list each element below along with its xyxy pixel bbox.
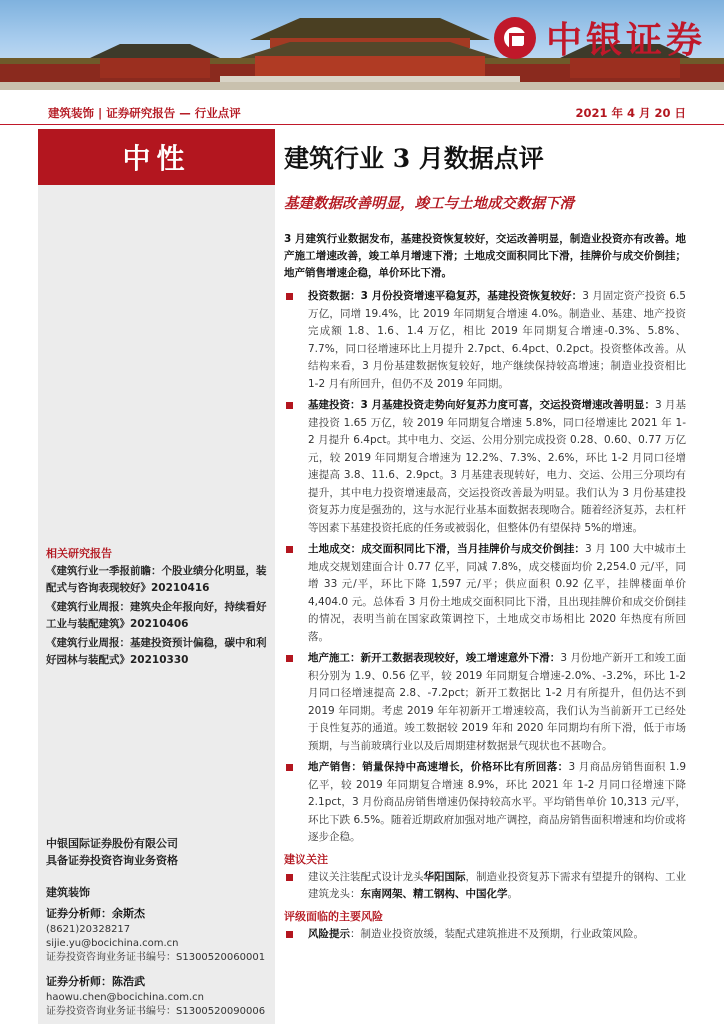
advice-highlight: 华阳国际 <box>423 870 466 883</box>
analyst-email[interactable]: sijie.yu@bocichina.com.cn <box>46 938 179 949</box>
related-reports-list <box>46 563 271 671</box>
related-report-item[interactable]: 《建筑行业一季报前瞻：个股业绩分化明显，装配式与咨询表现较好》20210416 <box>46 565 267 594</box>
bullet-text: 3 月份地产新开工和竣工面积分别为 1.9、0.56 亿平，较 2019 年同期复合增速-2.0%、-3.2%，环比 1-2 月同口径增速提高 2.8、-7.2pct；新开工数据比 1-2 月有所提升，但仍达不到 2019 年同期。考虑 2019 年年初新开工增速较高，我们认为当前新开工已经处于良性复苏的通道。竣工数据较 2019 年和 2020 年同期均有所下滑，低于市场预期，与当前玻璃行业以及后周期建材数据景气现状也不甚吻合。 <box>308 652 686 752</box>
rating-badge <box>38 129 275 185</box>
advice-item <box>284 869 686 904</box>
analyst-block <box>46 975 271 1019</box>
bullet-lead: 土地成交：成交面积同比下滑，当月挂牌价与成交价倒挂： <box>308 543 586 555</box>
bullet-item <box>284 650 686 755</box>
advice-text: ，制造业投资复苏下需求有望提升的钢构、工业建筑龙头： <box>308 870 686 900</box>
industry-label: 建筑装饰 <box>46 886 90 899</box>
analyst-block <box>46 907 271 965</box>
brand-logo <box>494 12 706 63</box>
rating-label: 中性 <box>122 142 191 175</box>
report-subtitle: 基建数据改善明显，竣工与土地成交数据下滑 <box>284 195 574 212</box>
bullet-square-icon <box>286 655 293 662</box>
bullet-item <box>284 759 686 847</box>
related-report-item[interactable]: 《建筑行业周报：基建投资预计偏稳，碳中和利好园林与装配式》20210330 <box>46 637 267 666</box>
related-report-item[interactable]: 《建筑行业周报：建筑央企年报向好，持续看好工业与装配建筑》20210406 <box>46 601 267 630</box>
bullet-square-icon <box>286 874 293 881</box>
related-reports-title: 相关研究报告 <box>46 547 112 560</box>
risk-title: 评级面临的主要风险 <box>284 909 383 923</box>
analyst-name: 证券分析师：余斯杰 <box>46 907 145 920</box>
analyst-cert: 证券投资咨询业务证书编号：S1300520060001 <box>46 952 266 963</box>
report-header <box>0 99 724 125</box>
company-info <box>46 835 178 869</box>
report-summary: 3 月建筑行业数据发布，基建投资恢复较好，交运改善明显，制造业投资亦有改善。地产施工增速改善，竣工单月增速下滑；土地成交面积同比下滑，挂牌价与成交价倒挂；地产销售增速企稳，单价环比下滑。 <box>284 233 686 279</box>
bullet-lead: 投资数据：3 月份投资增速平稳复苏，基建投资恢复较好： <box>308 290 583 302</box>
bullet-square-icon <box>286 931 293 938</box>
risk-item <box>284 926 686 944</box>
brand-name: 中银证券 <box>545 19 706 61</box>
bullet-square-icon <box>286 546 293 553</box>
header-banner <box>0 0 724 90</box>
bullet-lead: 基建投资：3 月基建投资走势向好复苏力度可喜，交运投资增速改善明显： <box>308 399 655 411</box>
bullet-lead: 地产销售：销量保持中高速增长，价格环比有所回落： <box>308 761 569 773</box>
bullet-item <box>284 397 686 537</box>
analyst-email[interactable]: haowu.chen@bocichina.com.cn <box>46 992 204 1003</box>
report-title: 建筑行业 3 月数据点评 <box>284 144 544 173</box>
bullet-square-icon <box>286 764 293 771</box>
bullet-text: 3 月基建投资 1.65 万亿，较 2019 年同期复合增速 5.8%，同口径增速比 2021 年 1-2 月提升 6.4pct。其中电力、交运、公用分别完成投资 0.28、0.60、0.77 万亿元，较 2019 年同期复合增速为 12.2%、7.3%、2.6%，环比 1-2 月同口径增速提高 3.8、11.6、2.9pct。3 月基建表现转好，电力、交运、公用三分项均有提升，其中电力投资增速最高，交运投资改善最为明显。我们认为 3 月份基建投资复苏力度是强劲的，这与水泥行业基本面数据表现吻合。随着经济复苏，去杠杆等因素下基建投资托底的任务或被弱化，但整体仍有望保持 5%的增速。 <box>308 399 686 534</box>
risk-text: ：制造业投资放缓，装配式建筑推进不及预期，行业政策风险。 <box>350 927 644 940</box>
analyst-phone: (8621)20328217 <box>46 924 131 935</box>
bullet-lead: 地产施工：新开工数据表现较好，竣工增速意外下滑： <box>308 652 561 664</box>
report-date: 2021 年 4 月 20 日 <box>575 106 686 120</box>
advice-highlight: 东南网架、精工钢构、中国化学 <box>360 888 508 900</box>
company-qualification: 具备证券投资咨询业务资格 <box>46 854 178 867</box>
analyst-cert: 证券投资咨询业务证书编号：S1300520090006 <box>46 1006 266 1017</box>
bank-logo-icon <box>494 17 536 59</box>
bullet-list <box>284 288 686 943</box>
bullet-square-icon <box>286 293 293 300</box>
advice-text: 。 <box>507 888 518 900</box>
bullet-text: 3 月 100 大中城市土地成交规划建面合计 0.77 亿平，同减 7.8%，成交楼面均价 2,254.0 元/平，同增 33 元/平，环比下降 1,597 元/平；供应面积 0.92 亿平，挂牌楼面单价 4,404.0 元。总体看 3 月份土地成交面积同比下滑，且出现挂牌价和成交价倒挂的情况，表明当前在国家政策调控下，土地成交市场相比 2020 年热度有所回落。 <box>308 543 687 643</box>
bullet-item <box>284 541 686 646</box>
bullet-text: 3 月商品房销售面积 1.9 亿平，较 2019 年同期复合增速 8.9%，环比 2021 年 1-2 月同口径增速下降 2.1pct，3 月份商品房销售增速仍保持较高水平。平均销售单价 10,313 元/平，环比下跌 6.5%。随着近期政府加强对地产调控，商品房销售面积增速和均价或将逐步企稳。 <box>308 761 687 843</box>
analyst-name: 证券分析师：陈浩武 <box>46 975 145 988</box>
bullet-item <box>284 288 686 393</box>
report-category: 建筑装饰 | 证券研究报告 — 行业点评 <box>48 106 241 120</box>
risk-lead: 风险提示 <box>308 927 350 940</box>
advice-title: 建议关注 <box>284 852 328 866</box>
left-sidebar <box>38 129 275 1024</box>
advice-text: 建议关注装配式设计龙头 <box>308 870 424 883</box>
bullet-text: 3 月固定资产投资 6.5 万亿，同增 19.4%，比 2019 年同期复合增速 4.0%。制造业、基建、地产投资完成额 1.8、1.6、1.4 万亿，相比 2019 年同期复合增速-0.3%、5.8%、7.7%，同口径增速环比上月提升 2.7pct、6.4pct、0.2pct。投资整体改善。从结构来看，3 月份基建数据恢复较好，地产继续保持较高增速；制造业投资相比 1-2 月有所回升，但仍不及 2019 年同期。 <box>308 290 686 390</box>
bullet-square-icon <box>286 402 293 409</box>
company-name: 中银国际证券股份有限公司 <box>46 837 178 850</box>
